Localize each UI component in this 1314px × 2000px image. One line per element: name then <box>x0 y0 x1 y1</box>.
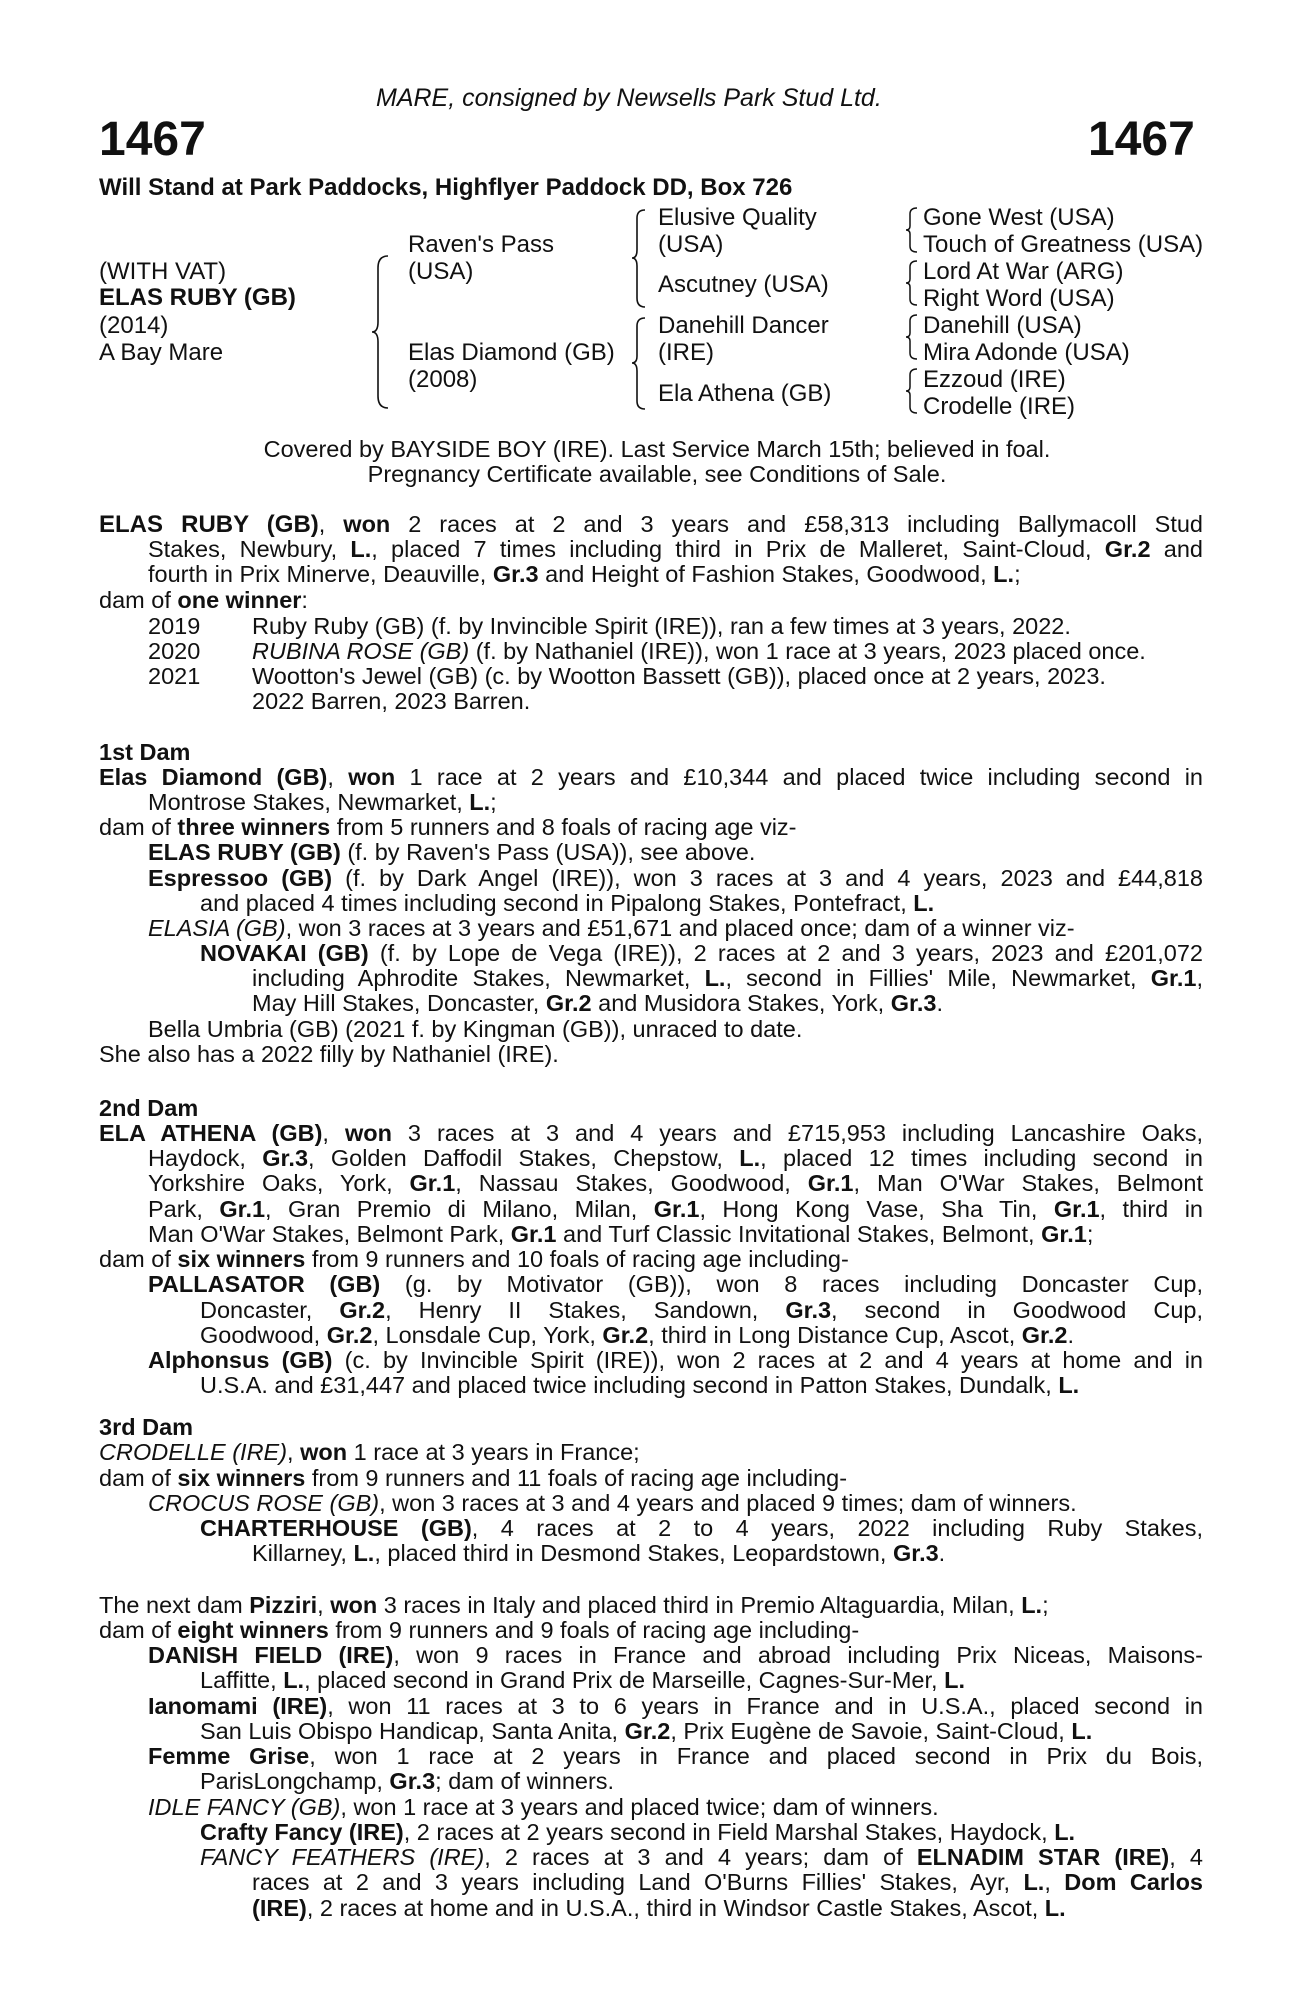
lot-number-right: 1467 <box>1088 113 1195 166</box>
text-line: Laffitte, L., placed second in Grand Prix de Marseille, Cagnes-Sur-Mer, L. <box>200 1667 965 1693</box>
section-heading: 2nd Dam <box>99 1095 199 1121</box>
text-line: including Aphrodite Stakes, Newmarket, L., second in Fillies' Mile, Newmarket, Gr.1, <box>252 965 1203 991</box>
dam-sire-line2: (IRE) <box>658 339 714 366</box>
sire-sire-line1: Elusive Quality <box>658 204 817 231</box>
produce-text: Ruby Ruby (GB) (f. by Invincible Spirit (IRE)), ran a few times at 3 years, 2022. <box>252 613 1071 639</box>
text-line: FANCY FEATHERS (IRE), 2 races at 3 and 4 years; dam of ELNADIM STAR (IRE), 4 <box>200 1844 1203 1870</box>
text-line: Crafty Fancy (IRE), 2 races at 2 years second in Field Marshal Stakes, Haydock, L. <box>200 1819 1076 1845</box>
text-line: and placed 4 times including second in Pipalong Stakes, Pontefract, L. <box>200 890 935 916</box>
dam-line1: Elas Diamond (GB) <box>408 339 615 366</box>
produce-text: 2022 Barren, 2023 Barren. <box>252 688 531 714</box>
vat-note: (WITH VAT) <box>99 258 227 285</box>
text-line: Haydock, Gr.3, Golden Daffodil Stakes, Chepstow, L., placed 12 times including second in <box>148 1145 1203 1171</box>
brace-main <box>370 254 392 410</box>
sire-sire-line2: (USA) <box>658 231 724 258</box>
horse-year: (2014) <box>99 312 169 339</box>
grandparent-1: Gone West (USA) <box>923 204 1115 231</box>
text-line: ELAS RUBY (GB) (f. by Raven's Pass (USA)), see above. <box>148 839 756 865</box>
grandparent-6: Mira Adonde (USA) <box>923 339 1130 366</box>
sire-dam: Ascutney (USA) <box>658 271 829 298</box>
text-line: Yorkshire Oaks, York, Gr.1, Nassau Stakes, Goodwood, Gr.1, Man O'War Stakes, Belmont <box>148 1170 1203 1196</box>
text-line: dam of one winner: <box>99 587 308 613</box>
text-line: The next dam Pizziri, won 3 races in Italy and placed third in Premio Altaguardia, Milan, L.; <box>99 1592 1049 1618</box>
brace-g3 <box>904 313 920 363</box>
produce-text: Wootton's Jewel (GB) (c. by Wootton Bassett (GB)), placed once at 2 years, 2023. <box>252 663 1106 689</box>
text-line: CHARTERHOUSE (GB), 4 races at 2 to 4 years, 2022 including Ruby Stakes, <box>200 1515 1204 1541</box>
text-line: dam of six winners from 9 runners and 11 foals of racing age including- <box>99 1465 848 1491</box>
sire-line1: Raven's Pass <box>408 231 554 258</box>
text-line: (IRE), 2 races at home and in U.S.A., third in Windsor Castle Stakes, Ascot, L. <box>252 1895 1066 1921</box>
text-line: Goodwood, Gr.2, Lonsdale Cup, York, Gr.2, third in Long Distance Cup, Ascot, Gr.2. <box>200 1322 1075 1348</box>
dam-dam: Ela Athena (GB) <box>658 380 832 407</box>
brace-g2 <box>904 259 920 309</box>
text-line: U.S.A. and £31,447 and placed twice including second in Patton Stakes, Dundalk, L. <box>200 1372 1080 1398</box>
text-line: Elas Diamond (GB), won 1 race at 2 years and £10,344 and placed twice including second in <box>99 764 1203 790</box>
text-line: IDLE FANCY (GB), won 1 race at 3 years and placed twice; dam of winners. <box>148 1794 939 1820</box>
consignment-line: MARE, consigned by Newsells Park Stud Ltd. <box>376 84 882 112</box>
text-line: Alphonsus (GB) (c. by Invincible Spirit (IRE)), won 2 races at 2 and 4 years at home and in <box>148 1347 1203 1373</box>
covered-line-2: Pregnancy Certificate available, see Conditions of Sale. <box>367 461 947 487</box>
sire-line2: (USA) <box>408 258 474 285</box>
text-line: Ianomami (IRE), won 11 races at 3 to 6 years in France and in U.S.A., placed second in <box>148 1693 1203 1719</box>
grandparent-2: Touch of Greatness (USA) <box>923 231 1204 258</box>
text-line: dam of eight winners from 9 runners and 9 foals of racing age including- <box>99 1617 860 1643</box>
text-line: ELA ATHENA (GB), won 3 races at 3 and 4 years and £715,953 including Lancashire Oaks, <box>99 1120 1203 1146</box>
text-line: dam of three winners from 5 runners and 8 foals of racing age viz- <box>99 814 797 840</box>
text-line: Montrose Stakes, Newmarket, L.; <box>148 789 497 815</box>
text-line: Stakes, Newbury, L., placed 7 times including third in Prix de Malleret, Saint-Cloud, Gr.2 and <box>148 536 1203 562</box>
dam-line2: (2008) <box>408 366 478 393</box>
section-heading: 3rd Dam <box>99 1414 194 1440</box>
text-line: Park, Gr.1, Gran Premio di Milano, Milan, Gr.1, Hong Kong Vase, Sha Tin, Gr.1, third in <box>148 1196 1203 1222</box>
text-line: She also has a 2022 filly by Nathaniel (IRE). <box>99 1041 559 1067</box>
text-line: DANISH FIELD (IRE), won 9 races in France and abroad including Prix Niceas, Maisons- <box>148 1642 1203 1668</box>
grandparent-3: Lord At War (ARG) <box>923 258 1124 285</box>
text-line: May Hill Stakes, Doncaster, Gr.2 and Musidora Stakes, York, Gr.3. <box>252 990 944 1016</box>
grandparent-7: Ezzoud (IRE) <box>923 366 1066 393</box>
text-line: Espressoo (GB) (f. by Dark Angel (IRE)), won 3 races at 3 and 4 years, 2023 and £44,818 <box>148 865 1204 891</box>
produce-year: 2021 <box>148 663 201 689</box>
text-line: dam of six winners from 9 runners and 10 foals of racing age including- <box>99 1246 849 1272</box>
grandparent-4: Right Word (USA) <box>923 285 1115 312</box>
lot-number-left: 1467 <box>99 113 206 166</box>
text-line: ELASIA (GB), won 3 races at 3 years and £51,671 and placed once; dam of a winner viz- <box>148 915 1075 941</box>
text-line: fourth in Prix Minerve, Deauville, Gr.3 and Height of Fashion Stakes, Goodwood, L.; <box>148 561 1021 587</box>
dam-sire-line1: Danehill Dancer <box>658 312 829 339</box>
text-line: Doncaster, Gr.2, Henry II Stakes, Sandown, Gr.3, second in Goodwood Cup, <box>200 1297 1203 1323</box>
grandparent-8: Crodelle (IRE) <box>923 393 1076 420</box>
text-line: Femme Grise, won 1 race at 2 years in France and placed second in Prix du Bois, <box>148 1743 1204 1769</box>
produce-text: RUBINA ROSE (GB) (f. by Nathaniel (IRE)), won 1 race at 3 years, 2023 placed once. <box>252 638 1146 664</box>
grandparent-5: Danehill (USA) <box>923 312 1082 339</box>
produce-year: 2019 <box>148 613 201 639</box>
section-heading: 1st Dam <box>99 739 191 765</box>
brace-g1 <box>904 206 920 256</box>
covered-line-1: Covered by BAYSIDE BOY (IRE). Last Service March 15th; believed in foal. <box>263 436 1051 462</box>
text-line: CROCUS ROSE (GB), won 3 races at 3 and 4 years and placed 9 times; dam of winners. <box>148 1490 1077 1516</box>
text-line: ELAS RUBY (GB), won 2 races at 2 and 3 years and £58,313 including Ballymacoll Stud <box>99 511 1203 538</box>
brace-sire <box>630 208 648 310</box>
text-line: NOVAKAI (GB) (f. by Lope de Vega (IRE)), 2 races at 2 and 3 years, 2023 and £201,072 <box>200 940 1203 966</box>
location-line: Will Stand at Park Paddocks, Highflyer Paddock DD, Box 726 <box>99 174 793 201</box>
text-line: PALLASATOR (GB) (g. by Motivator (GB)), won 8 races including Doncaster Cup, <box>148 1271 1203 1297</box>
produce-year: 2020 <box>148 638 201 664</box>
horse-description: A Bay Mare <box>99 339 224 366</box>
brace-g4 <box>904 367 920 417</box>
text-line: Killarney, L., placed third in Desmond Stakes, Leopardstown, Gr.3. <box>252 1540 946 1566</box>
text-line: CRODELLE (IRE), won 1 race at 3 years in France; <box>99 1439 640 1465</box>
text-line: San Luis Obispo Handicap, Santa Anita, Gr.2, Prix Eugène de Savoie, Saint-Cloud, L. <box>200 1718 1093 1744</box>
text-line: ParisLongchamp, Gr.3; dam of winners. <box>200 1768 615 1794</box>
brace-dam <box>630 316 648 412</box>
horse-name: ELAS RUBY (GB) <box>99 284 296 311</box>
text-line: races at 2 and 3 years including Land O'Burns Fillies' Stakes, Ayr, L., Dom Carlos <box>252 1869 1203 1895</box>
text-line: Bella Umbria (GB) (2021 f. by Kingman (GB)), unraced to date. <box>148 1016 803 1042</box>
text-line: Man O'War Stakes, Belmont Park, Gr.1 and Turf Classic Invitational Stakes, Belmont, Gr.1; <box>148 1221 1094 1247</box>
